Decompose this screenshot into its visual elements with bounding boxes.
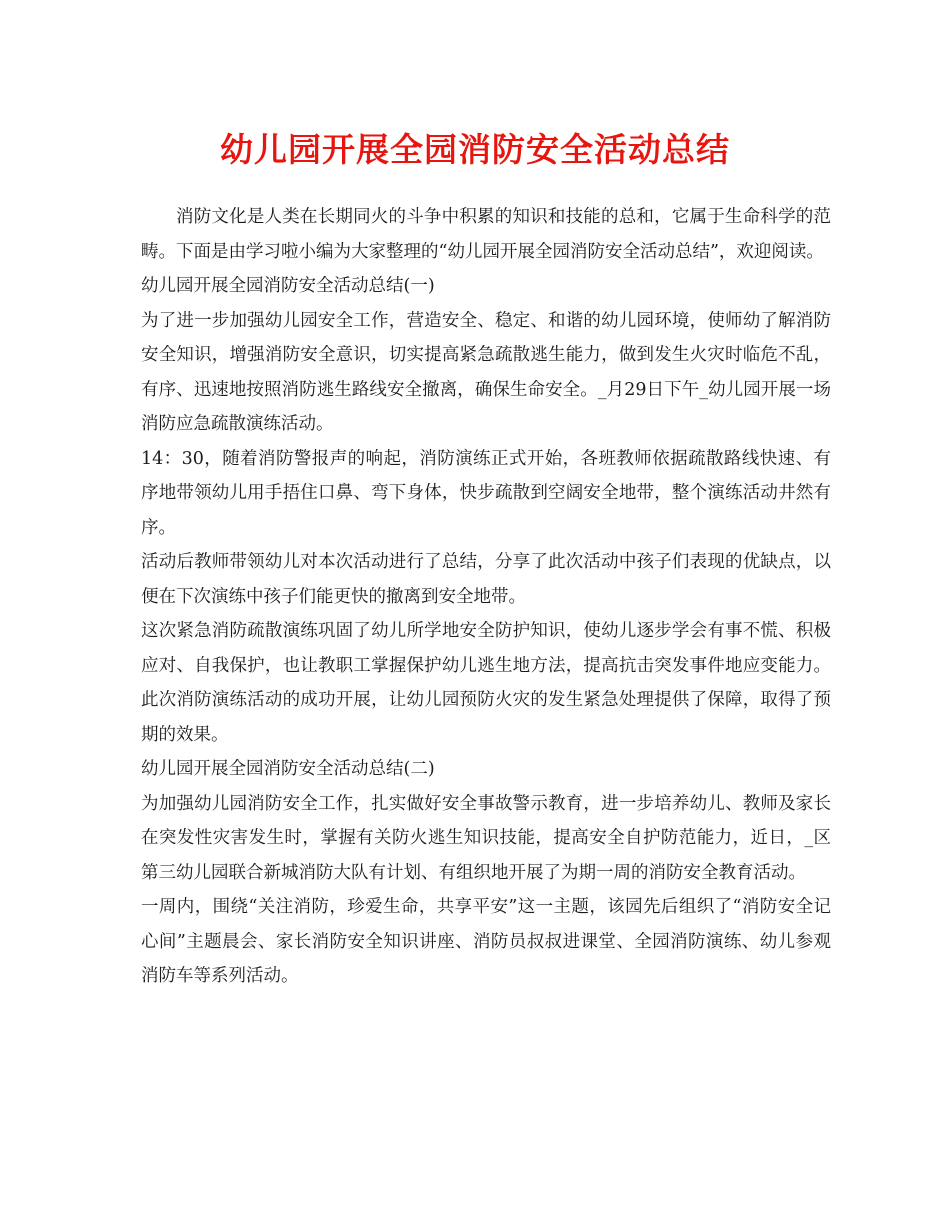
document-body [141, 200, 831, 994]
paragraph: 这次紧急消防疏散演练巩固了幼儿所学地安全防护知识，使幼儿逐步学会有事不慌、积极应对、自我保护，也让教职工掌握保护幼儿逃生地方法，提高抗击突发事件地应变能力。此次消防演练活动的成功开展，让幼儿园预防火灾的发生紧急处理提供了保障，取得了预期的效果。 [141, 621, 831, 745]
paragraph: 为了进一步加强幼儿园安全工作，营造安全、稳定、和谐的幼儿园环境，使师幼了解消防安全知识，增强消防安全意识，切实提高紧急疏散逃生能力，做到发生火灾时临危不乱，有序、迅速地按照消防逃生路线安全撤离，确保生命安全。_月29日下午_幼儿园开展一场消防应急疏散演练活动。 [141, 310, 831, 434]
paragraph: 活动后教师带领幼儿对本次活动进行了总结，分享了此次活动中孩子们表现的优缺点，以便在下次演练中孩子们能更快的撤离到安全地带。 [141, 552, 831, 607]
document-title: 幼儿园开展全园消防安全活动总结 [220, 130, 730, 169]
intro-paragraph: 消防文化是人类在长期同火的斗争中积累的知识和技能的总和，它属于生命科学的范畴。下面是由学习啦小编为大家整理的“幼儿园开展全园消防安全活动总结”，欢迎阅读。 [141, 207, 831, 262]
paragraph: 为加强幼儿园消防安全工作，扎实做好安全事故警示教育，进一步培养幼儿、教师及家长在突发性灾害发生时，掌握有关防火逃生知识技能，提高安全自护防范能力，近日，_区第三幼儿园联合新城消防大队有计划、有组织地开展了为期一周的消防安全教育活动。 [141, 793, 831, 883]
section-heading-1: 幼儿园开展全园消防安全活动总结(一) [141, 276, 435, 296]
paragraph: 14：30，随着消防警报声的响起，消防演练正式开始，各班教师依据疏散路线快速、有序地带领幼儿用手捂住口鼻、弯下身体，快步疏散到空阔安全地带，整个演练活动井然有序。 [141, 448, 831, 538]
paragraph: 一周内，围绕“关注消防，珍爱生命，共享平安”这一主题，该园先后组织了“消防安全记心间”主题晨会、家长消防安全知识讲座、消防员叔叔进课堂、全园消防演练、幼儿参观消防车等系列活动。 [141, 897, 831, 986]
section-heading-2: 幼儿园开展全园消防安全活动总结(二) [141, 759, 435, 779]
